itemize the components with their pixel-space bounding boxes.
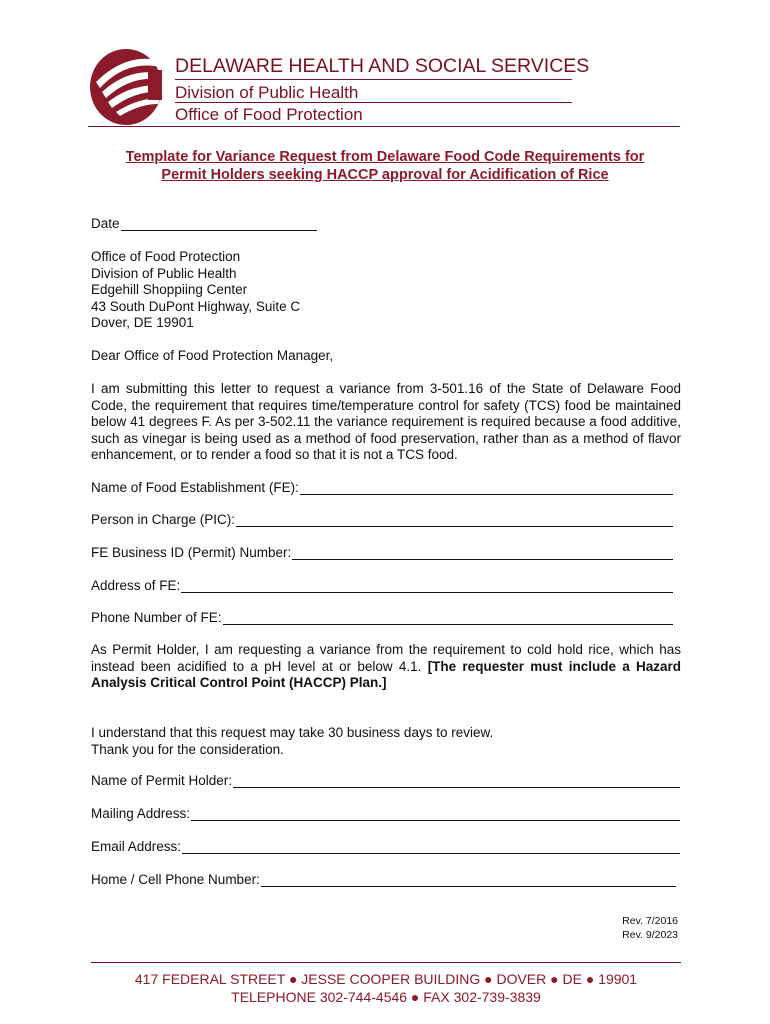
footer-address: 417 FEDERAL STREET ● JESSE COOPER BUILDING ● DOVER ● DE ● 19901 <box>134 971 638 987</box>
field-label: Phone Number of FE: <box>91 610 222 625</box>
field-label: Mailing Address: <box>91 806 191 821</box>
date-field[interactable] <box>91 216 317 231</box>
address-line: 43 South DuPont Highway, Suite C <box>91 298 301 314</box>
input-line[interactable] <box>292 545 673 560</box>
input-line[interactable] <box>181 578 673 593</box>
input-line[interactable] <box>261 872 676 887</box>
closing-line: Thank you for the consideration. <box>91 741 284 757</box>
fe-address-field[interactable] <box>91 578 673 593</box>
footer-contact: TELEPHONE 302-744-4546 ● FAX 302-739-3839 <box>231 989 541 1005</box>
field-label: Home / Cell Phone Number: <box>91 872 260 887</box>
address-line: Division of Public Health <box>91 265 237 281</box>
revision-notes <box>560 914 678 942</box>
email-address-field[interactable] <box>91 839 680 854</box>
permit-paragraph <box>91 642 681 692</box>
address-line: Office of Food Protection <box>91 249 241 264</box>
field-label: FE Business ID (Permit) Number: <box>91 545 292 560</box>
date-input-line[interactable] <box>121 216 317 231</box>
input-line[interactable] <box>182 839 680 854</box>
revision-date: Rev. 9/2023 <box>622 929 678 941</box>
mailing-address-field[interactable] <box>91 806 680 821</box>
field-label: Name of Food Establishment (FE): <box>91 480 299 495</box>
body-paragraph: I am submitting this letter to request a variance from 3-501.16 of the State of Delaware Food Code, the requirement that requires time/temperature control for safety (TCS) food be maintained below 41 degrees F. As per 3-502.11 the variance requirement is required because a food additive, such as vinegar is being used as a method of food preservation, rather than as a method of flavor enhancement, or to render a food so that it is not a TCS food. <box>91 381 681 462</box>
office-name: Office of Food Protection <box>175 105 363 124</box>
dhss-logo-icon <box>88 42 168 128</box>
recipient-address <box>91 249 300 332</box>
header-rule <box>175 102 572 103</box>
header-rule <box>175 79 572 80</box>
phone-number-field[interactable] <box>91 872 676 887</box>
permit-text: As Permit Holder, I am requesting a variance from the requirement to cold hold rice, which has instead been acidified to a pH level at or below 4.1. <box>91 642 681 674</box>
address-line: Edgehill Shoppiing Center <box>91 282 248 297</box>
closing-line: I understand that this request may take 30 business days to review. <box>91 725 494 740</box>
permit-holder-name-field[interactable] <box>91 773 680 788</box>
field-label: Person in Charge (PIC): <box>91 512 236 527</box>
field-label: Address of FE: <box>91 578 181 593</box>
address-line: Dover, DE 19901 <box>91 315 194 330</box>
input-line[interactable] <box>223 610 673 625</box>
revision-date: Rev. 7/2016 <box>622 915 678 927</box>
haccp-requirement-note: [The requester must include a Hazard Analysis Critical Control Point (HACCP) Plan.] <box>91 658 681 690</box>
footer-rule <box>91 962 681 963</box>
agency-name: DELAWARE HEALTH AND SOCIAL SERVICES <box>175 55 590 77</box>
salutation: Dear Office of Food Protection Manager, <box>91 348 334 363</box>
footer <box>91 970 681 1006</box>
header-rule <box>88 126 680 127</box>
date-label: Date <box>91 216 120 231</box>
input-line[interactable] <box>191 806 680 821</box>
title-line-2: Permit Holders seeking HACCP approval for Acidification of Rice <box>161 167 609 183</box>
input-line[interactable] <box>300 480 673 495</box>
fe-phone-field[interactable] <box>91 610 673 625</box>
division-name: Division of Public Health <box>175 83 359 102</box>
business-id-field[interactable] <box>91 545 673 560</box>
title-line-1: Template for Variance Request from Delaware Food Code Requirements for <box>125 149 645 165</box>
input-line[interactable] <box>233 773 680 788</box>
field-label: Email Address: <box>91 839 182 854</box>
person-in-charge-field[interactable] <box>91 512 673 527</box>
food-establishment-name-field[interactable] <box>91 480 673 495</box>
closing <box>91 725 493 758</box>
field-label: Name of Permit Holder: <box>91 773 233 788</box>
input-line[interactable] <box>236 512 673 527</box>
document-title <box>90 148 680 184</box>
